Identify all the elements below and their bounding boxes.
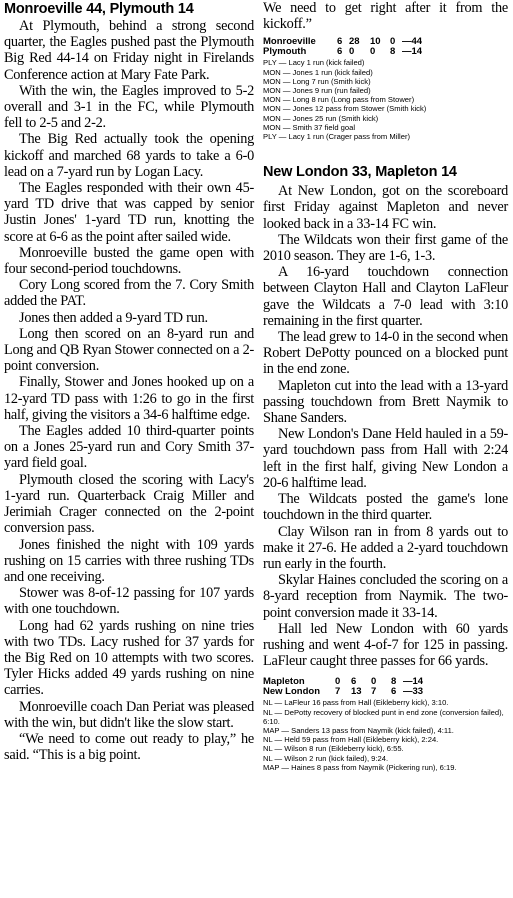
scoring-play: NL — Wilson 2 run (kick failed), 9:24. <box>263 753 389 763</box>
story1-paragraph: The Big Red actually took the opening kickoff and marched 68 yards to take a 6-0 lead on a 7-yard run by Logan Lacy. <box>4 131 254 180</box>
story1-paragraph: At Plymouth, behind a strong second quarter, the Eagles pushed past the Plymouth Big Red 44-14 on Friday night in Firelands Conference action at Mary Fate Park. <box>4 18 254 83</box>
q3-score: 0 <box>370 46 376 58</box>
q2-score: 28 <box>349 36 360 48</box>
scoring-play: MON — Jones 9 run (run failed) <box>263 86 371 96</box>
story2-paragraph: A 16-yard touchdown connection between Clayton Hall and Clayton LaFleur gave the Wildcats a 7-0 lead with 3:10 remaining in the first quarter. <box>263 264 508 329</box>
q3-score: 10 <box>370 36 381 48</box>
q1-score: 7 <box>335 686 341 698</box>
q2-score: 0 <box>349 46 355 58</box>
scoring-play: MAP — Sanders 13 pass from Naymik (kick failed), 4:11. <box>263 725 454 735</box>
story2-paragraph: The Wildcats posted the game's lone touchdown in the third quarter. <box>263 491 508 524</box>
q3-score: 7 <box>371 686 377 698</box>
story1-paragraph: The Eagles responded with their own 45-yard TD drive that was capped by senior Justin Jones' 1-yard TD run, knotting the score at 6-6 as the point after sailed wide. <box>4 180 254 245</box>
q4-score: 8 <box>391 676 397 688</box>
story2-paragraph: At New London, got on the scoreboard first Friday against Mapleton and never looked back in a 33-14 FC win. <box>263 183 508 232</box>
team-name: Monroeville <box>263 36 316 48</box>
story1-paragraph: Monroeville busted the game open with four second-period touchdowns. <box>4 244 254 278</box>
scoring-play: MAP — Haines 8 pass from Naymik (Pickering run), 6:19. <box>263 762 457 772</box>
team-name: Mapleton <box>263 676 305 688</box>
story1-paragraph: Monroeville coach Dan Periat was pleased with the win, but didn't like the slow start. <box>4 698 254 731</box>
final-score: —44 <box>402 36 423 48</box>
story1-paragraph: Plymouth closed the scoring with Lacy's 1-yard run. Quarterback Craig Miller and Jerimiah Crager connected on the 2-point conversion pass. <box>4 471 254 537</box>
scoring-play: PLY — Lacy 1 run (Crager pass from Miller) <box>263 132 410 142</box>
story1-headline: Monroeville 44, Plymouth 14 <box>4 1 194 17</box>
scoring-play: NL — DePotty recovery of blocked punt in end zone (conversion failed), 6:10. <box>263 707 504 726</box>
scoring-play: NL — LaFleur 16 pass from Hall (Eikleberry kick), 3:10. <box>263 698 449 708</box>
scoring-play: PLY — Lacy 1 run (kick failed) <box>263 58 365 68</box>
story1-paragraph: Jones finished the night with 109 yards rushing on 15 carries with three rushing TDs and one receiving. <box>4 536 254 585</box>
story2-paragraph: New London's Dane Held hauled in a 59-yard touchdown pass from Hall with 2:24 left in the first half, giving New London a 20-6 halftime lead. <box>263 426 508 491</box>
q1-score: 0 <box>335 676 341 688</box>
story1-paragraph: Stower was 8-of-12 passing for 107 yards with one touchdown. <box>4 585 254 618</box>
scoring-play: MON — Jones 25 run (Smith kick) <box>263 113 379 123</box>
story1-paragraph: Cory Long scored from the 7. Cory Smith added the PAT. <box>4 277 254 310</box>
right-column <box>263 0 508 772</box>
left-column <box>4 0 254 763</box>
linescore-row <box>263 687 423 697</box>
story2-paragraph: Hall led New London with 60 yards rushing and went 4-of-7 for 125 in passing. LaFleur caught three passes for 66 yards. <box>263 620 508 670</box>
story1-linescore <box>263 37 422 57</box>
final-score: —14 <box>402 46 423 58</box>
scoring-play: MON — Jones 1 run (kick failed) <box>263 67 373 77</box>
team-name: New London <box>263 686 320 698</box>
story1-paragraph: “We need to come out ready to play,” he said. “This is a big point. <box>4 730 254 764</box>
q1-score: 6 <box>337 46 343 58</box>
story2-paragraph: Skylar Haines concluded the scoring on a 8-yard reception from Naymik. The two-point conversion made it 33-14. <box>263 572 508 621</box>
story2-boxscore <box>263 677 508 772</box>
story2-paragraph: Clay Wilson ran in from 8 yards out to make it 27-6. He added a 2-yard touchdown run early in the fourth. <box>263 523 508 572</box>
scoring-play: MON — Long 8 run (Long pass from Stower) <box>263 95 415 105</box>
story1-boxscore <box>263 37 508 141</box>
q3-score: 0 <box>371 676 377 688</box>
story2-paragraph: Mapleton cut into the lead with a 13-yard passing touchdown from Brett Naymik to Shane Sanders. <box>263 377 508 427</box>
story1-body <box>4 18 254 763</box>
q4-score: 0 <box>390 36 396 48</box>
q2-score: 6 <box>351 676 357 688</box>
story1-paragraph: Finally, Stower and Jones hooked up on a 12-yard TD pass with 1:26 to go in the first half, giving the visitors a 34-6 halftime edge. <box>4 374 254 423</box>
linescore-row <box>263 47 422 57</box>
story1-paragraph: With the win, the Eagles improved to 5-2 overall and 3-1 in the FC, while Plymouth fell to 2-5 and 2-2. <box>4 82 254 132</box>
story2-body <box>263 183 508 669</box>
story2-headline: New London 33, Mapleton 14 <box>263 164 457 181</box>
scoring-play: MON — Smith 37 field goal <box>263 122 356 132</box>
story2-scoring-summary <box>263 698 508 772</box>
scoring-play: MON — Jones 12 pass from Stower (Smith kick) <box>263 104 427 114</box>
story1-paragraph: Long had 62 yards rushing on nine tries with two TDs. Lacy rushed for 37 yards for the Big Red on 10 attempts with two scores. Tyler Hicks added 49 yards rushing on nine carries. <box>4 617 254 699</box>
story1-paragraph: The Eagles added 10 third-quarter points on a Jones 25-yard run and Cory Smith 37-yard field goal. <box>4 423 254 472</box>
q4-score: 6 <box>391 686 397 698</box>
story1-scoring-summary <box>263 58 508 141</box>
q2-score: 13 <box>351 686 362 698</box>
final-score: —33 <box>403 686 424 698</box>
story2-paragraph: The lead grew to 14-0 in the second when Robert DePotty pounced on a blocked punt in the end zone. <box>263 329 508 378</box>
q1-score: 6 <box>337 36 343 48</box>
final-score: —14 <box>403 676 424 688</box>
team-name: Plymouth <box>263 46 307 58</box>
scoring-play: MON — Long 7 run (Smith kick) <box>263 76 371 86</box>
story2-paragraph: The Wildcats won their first game of the 2010 season. They are 1-6, 1-3. <box>263 231 508 265</box>
story1-continuation: We need to get right after it from the kickoff.” <box>263 0 508 33</box>
q4-score: 8 <box>390 46 396 58</box>
story1-paragraph: Long then scored on an 8-yard run and Long and QB Ryan Stower connected on a 2-point conversion. <box>4 325 254 375</box>
story2-linescore <box>263 677 423 697</box>
scoring-play: NL — Wilson 8 run (Eikleberry kick), 6:55. <box>263 744 404 754</box>
scoring-play: NL — Held 59 pass from Hall (Eikleberry kick), 2:24. <box>263 735 439 745</box>
story1-paragraph: Jones then added a 9-yard TD run. <box>19 309 208 326</box>
